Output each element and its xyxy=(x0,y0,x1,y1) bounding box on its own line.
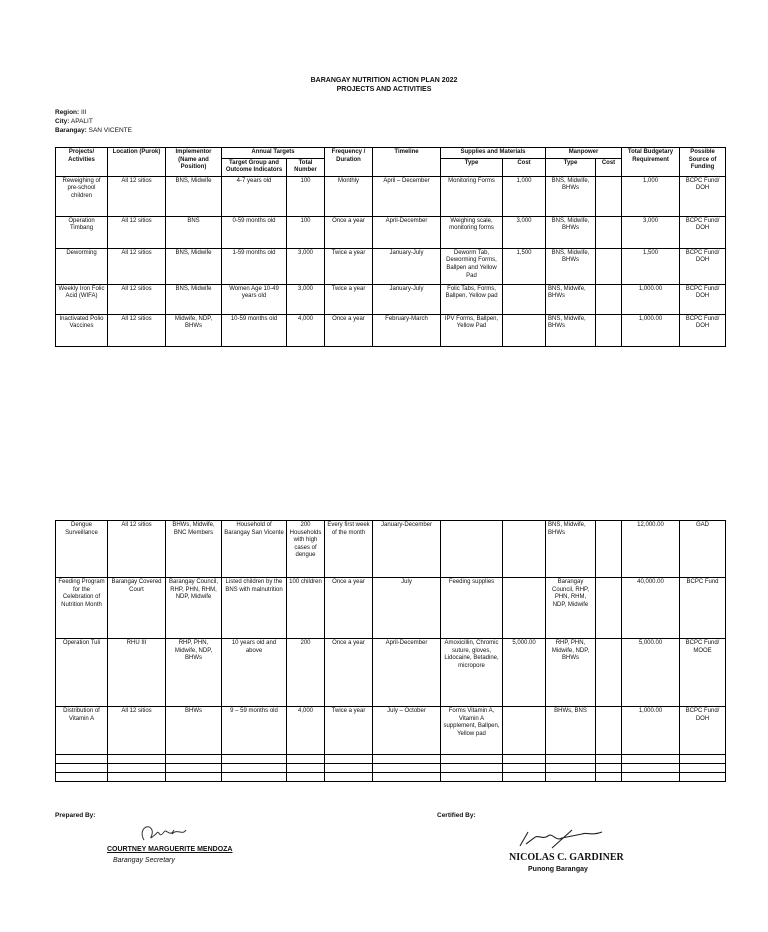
table-row xyxy=(56,578,726,639)
cell-target: 9 – 59 months old xyxy=(222,707,287,755)
cell-implementor: BHWs xyxy=(166,707,222,755)
cell-target: Household of Barangay San Vicente xyxy=(222,521,287,578)
cell-total: 100 xyxy=(287,176,325,216)
cell-budget: 1,000.00 xyxy=(622,314,680,346)
location-info xyxy=(55,108,132,135)
cell-supply-type: Monitoring Forms xyxy=(441,176,503,216)
cell-supply-cost xyxy=(503,284,546,314)
cell-timeline: January-July xyxy=(373,248,441,284)
cell-manpower-type: BNS, Midwife, BHWs xyxy=(546,521,596,578)
cell-total: 3,000 xyxy=(287,248,325,284)
cell-timeline: January-December xyxy=(373,521,441,578)
header-supplies: Supplies and Materials xyxy=(441,148,546,159)
cell-manpower-cost xyxy=(596,578,622,639)
empty-row xyxy=(56,773,726,782)
barangay-line xyxy=(55,126,132,135)
cell-activity: Operation Tuli xyxy=(56,639,108,707)
cell-activity: Dengue Surveillance xyxy=(56,521,108,578)
cell-target: 10-59 months old xyxy=(222,314,287,346)
cell-manpower-cost xyxy=(596,284,622,314)
city-line xyxy=(55,117,132,126)
cell-frequency: Every first week of the month xyxy=(325,521,373,578)
city-value: APALIT xyxy=(70,118,93,125)
cell-location: All 12 sitios xyxy=(108,314,166,346)
cell-manpower-type: BNS, Midwife, BHWs xyxy=(546,176,596,216)
cell-manpower-cost xyxy=(596,248,622,284)
cell-manpower-type: BNS, Midwife, BHWs xyxy=(546,248,596,284)
barangay-label: Barangay: xyxy=(55,127,87,134)
cell-supply-type: Folic Tabs, Forms, Ballpen, Yellow pad xyxy=(441,284,503,314)
cell-location: All 12 sitios xyxy=(108,521,166,578)
cell-activity: Distribution of Vitamin A xyxy=(56,707,108,755)
action-plan-table-page2 xyxy=(55,520,726,782)
cell-supply-cost: 1,000 xyxy=(503,176,546,216)
city-label: City: xyxy=(55,118,70,125)
cell-funding: BCPC Fund/ DOH xyxy=(680,314,726,346)
cell-timeline: January-July xyxy=(373,284,441,314)
cell-budget: 40,000.00 xyxy=(622,578,680,639)
cell-implementor: BNS, Midwife xyxy=(166,176,222,216)
cell-location: All 12 sitios xyxy=(108,216,166,248)
header-projects: Projects/ Activities xyxy=(56,148,108,177)
cell-supply-cost: 1,500 xyxy=(503,248,546,284)
header-supplies-cost: Cost xyxy=(503,158,546,176)
cell-target: 10 years old and above xyxy=(222,639,287,707)
empty-row xyxy=(56,755,726,764)
cell-implementor: RHP, PHN, Midwife, NDP, BHWs xyxy=(166,639,222,707)
header-manpower-cost: Cost xyxy=(596,158,622,176)
header-frequency: Frequency / Duration xyxy=(325,148,373,177)
cell-timeline: July – October xyxy=(373,707,441,755)
header-annual-targets: Annual Targets xyxy=(222,148,325,159)
cell-frequency: Twice a year xyxy=(325,284,373,314)
cell-location: All 12 sitios xyxy=(108,176,166,216)
cell-manpower-cost xyxy=(596,639,622,707)
table-row xyxy=(56,216,726,248)
cell-implementor: BNS, Midwife xyxy=(166,248,222,284)
header-target-group: Target Group and Outcome Indicators xyxy=(222,158,287,176)
certified-by-label: Certified By: xyxy=(437,812,476,819)
cell-location: RHU III xyxy=(108,639,166,707)
cell-frequency: Twice a year xyxy=(325,248,373,284)
punong-barangay-signature-icon xyxy=(512,826,612,854)
cell-total: 3,000 xyxy=(287,284,325,314)
cell-target: 0-59 months old xyxy=(222,216,287,248)
prepared-by-title: Barangay Secretary xyxy=(113,857,175,864)
cell-manpower-cost xyxy=(596,707,622,755)
cell-manpower-type: RHP, PHN, Midwife, NDP, BHWs xyxy=(546,639,596,707)
cell-activity: Inactivated Polio Vaccines xyxy=(56,314,108,346)
region-label: Region: xyxy=(55,109,80,116)
cell-supply-type: Feeding supplies xyxy=(441,578,503,639)
cell-supply-type: IPV Forms, Ballpen, Yellow Pad xyxy=(441,314,503,346)
cell-location: All 12 sitios xyxy=(108,248,166,284)
cell-total: 100 children xyxy=(287,578,325,639)
cell-budget: 1,000.00 xyxy=(622,707,680,755)
cell-implementor: Barangay Council, RHP, PHN, RHM, NDP, Midwife xyxy=(166,578,222,639)
cell-frequency: Once a year xyxy=(325,578,373,639)
cell-budget: 1,000.00 xyxy=(622,284,680,314)
header-funding: Possible Source of Funding xyxy=(680,148,726,177)
cell-supply-cost xyxy=(503,707,546,755)
cell-budget: 5,000.00 xyxy=(622,639,680,707)
title-line-2: PROJECTS AND ACTIVITIES xyxy=(336,86,432,93)
cell-frequency: Monthly xyxy=(325,176,373,216)
cell-manpower-cost xyxy=(596,216,622,248)
cell-supply-cost xyxy=(503,314,546,346)
cell-manpower-cost xyxy=(596,314,622,346)
cell-timeline: April – December xyxy=(373,176,441,216)
certified-by-title: Punong Barangay xyxy=(528,866,588,873)
cell-activity: Feeding Program for the Celebration of Nutrition Month xyxy=(56,578,108,639)
cell-total: 200 Households with high cases of dengue xyxy=(287,521,325,578)
cell-timeline: April-December xyxy=(373,639,441,707)
cell-funding: BCPC Fund/ MOOE xyxy=(680,639,726,707)
cell-funding: BCPC Fund/ DOH xyxy=(680,707,726,755)
cell-budget: 1,500 xyxy=(622,248,680,284)
cell-budget: 3,000 xyxy=(622,216,680,248)
cell-frequency: Once a year xyxy=(325,639,373,707)
cell-timeline: July xyxy=(373,578,441,639)
cell-target: 1-59 months old xyxy=(222,248,287,284)
cell-supply-cost xyxy=(503,578,546,639)
cell-manpower-cost xyxy=(596,521,622,578)
cell-supply-type: Weighing scale, monitoring forms xyxy=(441,216,503,248)
cell-frequency: Once a year xyxy=(325,314,373,346)
cell-supply-type: Deworm Tab, Deworming Forms, Ballpen and Yellow Pad xyxy=(441,248,503,284)
cell-manpower-type: BHWs, BNS xyxy=(546,707,596,755)
cell-frequency: Twice a year xyxy=(325,707,373,755)
region-line xyxy=(55,108,132,117)
cell-supply-type xyxy=(441,521,503,578)
cell-implementor: BNS, Midwife xyxy=(166,284,222,314)
region-value: III xyxy=(81,109,87,116)
cell-supply-cost: 3,000 xyxy=(503,216,546,248)
cell-total: 200 xyxy=(287,639,325,707)
cell-activity: Weekly Iron Folic Acid (WIFA) xyxy=(56,284,108,314)
cell-funding: BCPC Fund/ DOH xyxy=(680,216,726,248)
cell-budget: 12,000.00 xyxy=(622,521,680,578)
cell-total: 4,000 xyxy=(287,707,325,755)
cell-manpower-cost xyxy=(596,176,622,216)
barangay-value: SAN VICENTE xyxy=(88,127,132,134)
cell-activity: Reweighing of pre-school children xyxy=(56,176,108,216)
cell-manpower-type: Barangay Council, RHP, PHN, RHM, NDP, Midwife xyxy=(546,578,596,639)
cell-manpower-type: BNS, Midwife, BHWs xyxy=(546,216,596,248)
cell-total: 100 xyxy=(287,216,325,248)
header-row xyxy=(56,148,726,159)
cell-funding: BCPC Fund/ DOH xyxy=(680,284,726,314)
cell-supply-type: Amoxicillin, Chromic suture, gloves, Lidocaine, Betadine, micropore xyxy=(441,639,503,707)
prepared-by-name: COURTNEY MARGUERITE MENDOZA xyxy=(107,846,233,853)
cell-supply-cost xyxy=(503,521,546,578)
header-total-number: Total Number xyxy=(287,158,325,176)
table-row xyxy=(56,314,726,346)
header-budget: Total Budgetary Requirement xyxy=(622,148,680,177)
cell-implementor: BNS xyxy=(166,216,222,248)
title-line-1: BARANGAY NUTRITION ACTION PLAN 2022 xyxy=(310,77,458,84)
cell-supply-cost: 5,000.00 xyxy=(503,639,546,707)
prepared-by-label: Prepared By: xyxy=(55,812,96,819)
cell-funding: BCPC Fund/ DOH xyxy=(680,176,726,216)
cell-manpower-type: BNS, Midwife, BHWs xyxy=(546,284,596,314)
certified-by-name: NICOLAS C. GARDINER xyxy=(509,852,624,863)
header-manpower-type: Type xyxy=(546,158,596,176)
action-plan-table-page1 xyxy=(55,147,726,347)
secretary-signature-icon xyxy=(134,820,194,848)
cell-target: Listed children by the BNS with malnutrition xyxy=(222,578,287,639)
cell-activity: Deworming xyxy=(56,248,108,284)
cell-budget: 1,000 xyxy=(622,176,680,216)
table-row xyxy=(56,284,726,314)
header-location: Location (Purok) xyxy=(108,148,166,177)
cell-target: 4-7 years old xyxy=(222,176,287,216)
cell-location: All 12 sitios xyxy=(108,284,166,314)
header-manpower: Manpower xyxy=(546,148,622,159)
cell-frequency: Once a year xyxy=(325,216,373,248)
table-row xyxy=(56,521,726,578)
cell-timeline: February-March xyxy=(373,314,441,346)
cell-implementor: BHWs, Midwife, BNC Members xyxy=(166,521,222,578)
cell-activity: Operation Timbang xyxy=(56,216,108,248)
header-timeline: Timeline xyxy=(373,148,441,177)
table-row xyxy=(56,639,726,707)
table-row xyxy=(56,248,726,284)
table-row xyxy=(56,707,726,755)
header-implementor: Implementor (Name and Position) xyxy=(166,148,222,177)
cell-target: Women Age 10-49 years old xyxy=(222,284,287,314)
cell-location: Barangay Covered Court xyxy=(108,578,166,639)
table-row xyxy=(56,176,726,216)
cell-timeline: April-December xyxy=(373,216,441,248)
cell-funding: BCPC Fund/ DOH xyxy=(680,248,726,284)
cell-funding: GAD xyxy=(680,521,726,578)
header-supplies-type: Type xyxy=(441,158,503,176)
cell-location: All 12 sitios xyxy=(108,707,166,755)
cell-funding: BCPC Fund xyxy=(680,578,726,639)
cell-manpower-type: BNS, Midwife, BHWs xyxy=(546,314,596,346)
document-title xyxy=(0,76,768,94)
cell-implementor: Midwife, NDP, BHWs xyxy=(166,314,222,346)
cell-total: 4,000 xyxy=(287,314,325,346)
cell-supply-type: Forms Vitamin A, Vitamin A supplement, Ballpen, Yellow pad xyxy=(441,707,503,755)
empty-row xyxy=(56,764,726,773)
